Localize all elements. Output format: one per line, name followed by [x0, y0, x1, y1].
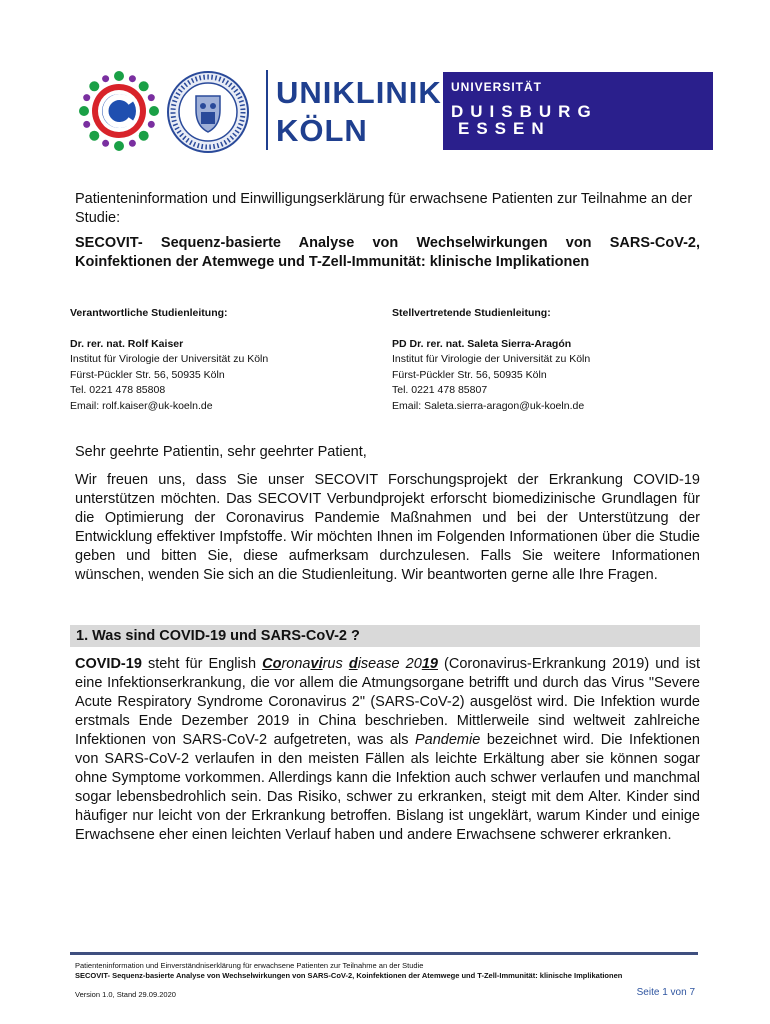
deputy-investigator-name: PD Dr. rer. nat. Saleta Sierra-Aragón [392, 337, 572, 350]
covid-text-segment: steht für English [141, 656, 263, 672]
deputy-investigator-block [392, 306, 712, 414]
acronym-text: isease 20 [357, 656, 422, 672]
acronym-number-19: 19 [421, 656, 438, 672]
lead-investigator-phone: Tel. 0221 478 85808 [70, 384, 166, 396]
section-heading-1-text: 1. Was sind COVID-19 und SARS-CoV-2 ? [76, 628, 360, 644]
university-seal-logo [166, 70, 250, 154]
acronym-letter-co: Co [262, 656, 282, 672]
deputy-investigator-phone: Tel. 0221 478 85807 [392, 384, 488, 396]
covid-term: COVID-19 [75, 656, 142, 672]
lead-investigator-email: Email: rolf.kaiser@uk-koeln.de [70, 399, 213, 412]
page-number: Seite 1 von 7 [636, 987, 695, 998]
footer-version: Version 1.0, Stand 29.09.2020 [75, 990, 176, 999]
study-title: SECOVIT- Sequenz-basierte Analyse von Wechselwirkungen von SARS-CoV-2, Koinfektionen der Atemwege und T-Zell-Immunität: klinische Implikationen [75, 235, 700, 270]
logo-divider [266, 70, 268, 150]
salutation: Sehr geehrte Patientin, sehr geehrter Patient, [75, 444, 367, 460]
footer-doc-title: Patienteninformation und Einverständniserklärung für erwachsene Patienten zur Teilnahme an der Studie [75, 961, 424, 970]
acronym-text: rus [322, 656, 349, 672]
university-duisburg-essen-logo [443, 72, 713, 150]
lead-investigator-label: Verantwortliche Studienleitung: [70, 307, 228, 319]
deputy-investigator-label: Stellvertretende Studienleitung: [392, 307, 551, 319]
deputy-investigator-email: Email: Saleta.sierra-aragon@uk-koeln.de [392, 399, 585, 412]
covid-paragraph [75, 655, 700, 845]
footer-study-title: SECOVIT- Sequenz-basierte Analyse von Wechselwirkungen von SARS-CoV-2, Koinfektionen der Atemwege und T-Zell-Immunität: klinische Implikationen [75, 971, 623, 980]
secovit-ring-logo [78, 70, 160, 152]
deputy-investigator-address: Fürst-Pückler Str. 56, 50935 Köln [392, 368, 547, 381]
footer-rule [70, 952, 698, 955]
intro-text: Patienteninformation und Einwilligungserklärung für erwachsene Patienten zur Teilnahme an der Studie: [75, 191, 693, 226]
uniklinik-wordmark-line2: KÖLN [276, 113, 368, 148]
acronym-letter-d: d [348, 656, 358, 672]
covid-text-segment: bezeichnet wird. Die Infektionen von SARS-CoV-2 verlaufen in den meisten Fällen als leichte Erkältung aber sie können sogar ohne Symptome vorkommen. Allerdings kann die Infektion auch schwer verlaufen und manchmal sogar lebensbedrohlich sein. Das Risiko, schwer zu erkranken, steigt mit dem Alter. Kinder sind häufiger nur leicht von der Erkrankung betroffen. Bislang ist ungeklärt, warum Kinder und einige Erwachsene eher einen leichten Verlauf haben und andere Erwachsene schwerer erkranken. [75, 732, 700, 843]
acronym-letter-vi: vi [310, 656, 323, 672]
acronym-expansion [262, 656, 438, 672]
acronym-text: rona [281, 656, 311, 672]
intro-paragraph: Wir freuen uns, dass Sie unser SECOVIT Forschungsprojekt der Erkrankung COVID-19 unterstützen möchten. Das SECOVIT Verbundprojekt erforscht biomedizinische Grundlagen für die Optimierung der Coronavirus Pandemie Maßnahmen und bei der Unterstützung der Entwicklung effektiver Impfstoffe. Wir möchten Ihnen im Folgenden Informationen über die Studie geben und bitten Sie, diese aufmerksam durchzulesen. Falls Sie weitere Informationen wünschen, wenden Sie sich an die Studienleitung. Wir beantworten gerne alle Ihre Fragen. [75, 472, 700, 583]
lead-investigator-name: Dr. rer. nat. Rolf Kaiser [70, 337, 184, 350]
deputy-investigator-institute: Institut für Virologie der Universität zu Köln [392, 353, 591, 365]
university-name-line1: DUISBURG [451, 102, 598, 121]
lead-investigator-institute: Institut für Virologie der Universität zu Köln [70, 353, 269, 365]
uniklinik-wordmark-line1: UNIKLINIK [276, 75, 442, 110]
pandemie-term: Pandemie [415, 732, 481, 748]
section-heading-1 [70, 625, 700, 647]
covid-text-segment: (Coronavirus-Erkrankung 2019) und ist eine Infektionserkrankung, die vor allem die Atmungsorgane betrifft und durch das Virus "Severe Acute Respiratory Syndrome Coronavirus 2" (SARS-CoV-2) ausgelöst wird. Die Infektion wurde erstmals Ende Dezember 2019 in China beschrieben. Mittlerweile sind weltweit zahlreiche Infektionen von SARS-CoV-2 aufgetreten, was als [75, 656, 701, 748]
university-label: UNIVERSITÄT [451, 80, 543, 94]
lead-investigator-block [70, 306, 370, 414]
lead-investigator-address: Fürst-Pückler Str. 56, 50935 Köln [70, 368, 225, 381]
university-name-line2: ESSEN [458, 119, 551, 138]
